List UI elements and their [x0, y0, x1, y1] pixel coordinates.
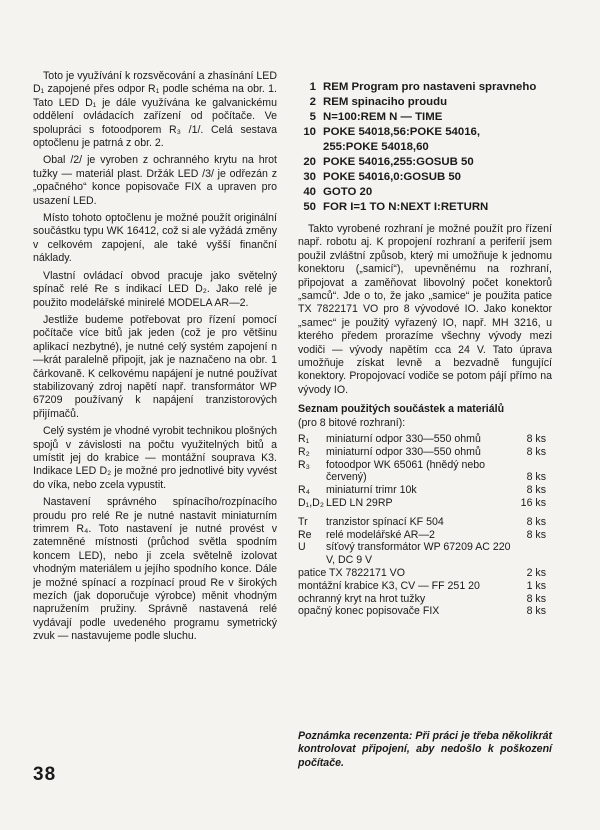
part-symbol: Tr	[298, 515, 308, 528]
code-line	[298, 185, 552, 200]
part-quantity: 8 ks	[526, 484, 546, 497]
reviewer-note: Poznámka recenzenta: Při práci je třeba několikrát kontrolovat připojení, aby nedošlo k poškození počítače.	[298, 730, 552, 769]
part-description: fotoodpor WK 65061 (hnědý nebo červený)	[326, 458, 486, 484]
part-description: miniaturní trimr 10k	[326, 484, 417, 497]
line-number: 1	[309, 81, 316, 93]
part-quantity: 8 ks	[526, 528, 546, 541]
page-number: 38	[33, 764, 57, 785]
code-line	[298, 125, 552, 140]
part-symbol: D₁,D₂	[298, 497, 324, 510]
part-quantity: 16 ks	[520, 497, 546, 510]
part-description: patice TX 7822171 VO	[298, 567, 405, 580]
basic-program-listing	[298, 80, 552, 215]
part-quantity	[512, 541, 546, 567]
paragraph: Celý systém je vhodné vyrobit technikou plošných spojů v závislosti na počtu využitelných bitů a umístit jej do krabice — montážní souprava K3. Indikace LED D₂ je možné pro jednotlivé bity vyvést do víka, nebo zcela vypustit.	[33, 425, 277, 491]
code-text: POKE 54018,56:POKE 54016,	[323, 126, 481, 138]
part-description: miniaturní odpor 330—550 ohmů	[326, 433, 481, 446]
paragraph: Nastavení správného spínacího/rozpínacího proudu pro relé Re je nutné nastavit miniaturním trimrem R₄. Toto nastavení je nutné provést v zatemněné místnosti (průchod světla spodním koncem LED), nebo ji zcela světelně izolovat vhodným materiálem u jejího spodního konce. Dále je možné spínací a rozpínací proud Re v širokých mezích (jak doporučuje výrobce) měnit vhodným napružením pružiny. Správně nastavená relé vydávají podle uvedeného programu symetrický zvuk — nastavujeme podle sluchu.	[33, 496, 277, 643]
paragraph: Vlastní ovládací obvod pracuje jako světelný spínač relé Re s indikací LED D₂. Jako relé je použito modelářské minirelé MODELA AR—2.	[33, 269, 277, 309]
part-quantity: 8 ks	[526, 515, 546, 528]
line-number: 30	[303, 171, 316, 183]
part-description: ochranný kryt na hrot tužky	[298, 592, 426, 605]
code-text: REM Program pro nastaveni spravneho	[323, 81, 537, 93]
part-description: opačný konec popisovače FIX	[298, 605, 440, 618]
part-description: síťový transformátor WP 67209 AC 220 V, DC 9 V	[326, 541, 511, 567]
line-number: 5	[309, 111, 316, 123]
paragraph: Toto je využívání k rozsvěcování a zhasínání LED D₁ zapojené přes odpor R₁ podle schéma na obr. 1. Tato LED D₁ je dále využívána ke galvanickému oddělení ovládacích zařízení od počítače. Ve spolupráci s fotoodporem R₃ /1/. Celá sestava optočlenu je patrná z obr. 2.	[33, 70, 277, 150]
part-description: relé modelářské AR—2	[326, 528, 435, 541]
code-text: POKE 54016,0:GOSUB 50	[323, 171, 462, 183]
code-text: 255:POKE 54018,60	[323, 141, 429, 153]
line-number: 2	[309, 96, 316, 108]
line-number: 10	[303, 126, 316, 138]
line-number: 40	[303, 186, 316, 198]
left-column	[33, 70, 277, 648]
part-quantity: 1 ks	[526, 579, 546, 592]
parts-list-subtitle: (pro 8 bitové rozhraní):	[298, 416, 406, 429]
table-row	[298, 529, 546, 542]
code-line	[298, 140, 552, 155]
part-symbol: R₃	[298, 458, 310, 471]
table-row	[298, 484, 546, 497]
code-line	[298, 110, 552, 125]
code-text: FOR I=1 TO N:NEXT I:RETURN	[323, 201, 489, 213]
part-symbol: Re	[298, 528, 312, 541]
table-row	[298, 541, 546, 567]
part-quantity: 2 ks	[526, 567, 546, 580]
code-text: REM spinaciho proudu	[323, 96, 448, 108]
part-quantity: 8 ks	[526, 471, 546, 484]
table-row	[298, 580, 546, 593]
code-text: GOTO 20	[323, 186, 373, 198]
part-symbol: U	[298, 541, 306, 554]
part-quantity: 8 ks	[526, 592, 546, 605]
line-number: 50	[303, 201, 316, 213]
part-description: montážní krabice K3, CV — FF 251 20	[298, 579, 480, 592]
paragraph: Takto vyrobené rozhraní je možné použít pro řízení např. robotu aj. K propojení rozhraní a periferií jsem použil zvláštní způsob, který mi umožňuje k jednomu konektoru („samicí“), upevněnému na rozhraní, připojovat a zaměňovat libovolný počet konektorů „samců“. Jde o to, že jako „samice“ je použita patice TX 7822171 VO pro 8 vývodové IO. Jako konektor „samec“ je použitý vyřazený IO, např. MH 3216, u kterého předem prorazíme všechny vývody mezi vodiči — vývody napětím cca 24 V. Tato úprava umožňuje získat levně a bezvadně fungující konektory. Propojovací vodiče se potom pájí přímo na vývody IO.	[298, 223, 552, 396]
line-number: 20	[303, 156, 316, 168]
table-row	[298, 497, 546, 510]
part-quantity: 8 ks	[526, 433, 546, 446]
table-row	[298, 446, 546, 459]
code-line	[298, 80, 552, 95]
table-row	[298, 605, 546, 618]
paragraph: Místo tohoto optočlenu je možné použít originální součástku typu WK 16412, což si ale vyžádá změny v celkovém zapojení, ale také vyšší finanční náklady.	[33, 212, 277, 265]
part-quantity: 8 ks	[526, 605, 546, 618]
part-description: LED LN 29RP	[326, 497, 393, 510]
parts-list-table	[298, 433, 546, 618]
table-row	[298, 567, 546, 580]
part-description: miniaturní odpor 330—550 ohmů	[326, 445, 481, 458]
table-row	[298, 510, 546, 529]
part-symbol: R₄	[298, 484, 310, 497]
part-description: tranzistor spínací KF 504	[326, 515, 444, 528]
code-text: POKE 54016,255:GOSUB 50	[323, 156, 474, 168]
part-symbol: R₂	[298, 445, 310, 458]
paragraph: Obal /2/ je vyroben z ochranného krytu na hrot tužky — materiál plast. Držák LED /3/ je odřezán z „opačného“ konce popisovače FIX a upraven pro usazení LED.	[33, 154, 277, 207]
parts-list-title: Seznam použitých součástek a materiálů	[298, 403, 505, 416]
paragraph: Jestliže budeme potřebovat pro řízení pomocí počítače více bitů jak jeden (což je pro většinu aplikací nezbytné), je nutné celý systém zapojení n—krát paralelně připojit, jak je naznačeno na obr. 1 čárkovaně. K celkovému napájení je nutné používat stabilizovaný zdroj napětí např. transformátor WP 67209 používaný k napájení tranzistorových přijímačů.	[33, 313, 277, 420]
line-number	[298, 140, 316, 155]
right-column	[298, 70, 552, 618]
code-text: N=100:REM N — TIME	[323, 111, 443, 123]
code-line	[298, 170, 552, 185]
code-line	[298, 200, 552, 215]
part-symbol: R₁	[298, 433, 310, 446]
part-quantity: 8 ks	[526, 445, 546, 458]
table-row	[298, 433, 546, 446]
code-line	[298, 95, 552, 110]
table-row	[298, 459, 546, 485]
code-line	[298, 155, 552, 170]
table-row	[298, 593, 546, 606]
